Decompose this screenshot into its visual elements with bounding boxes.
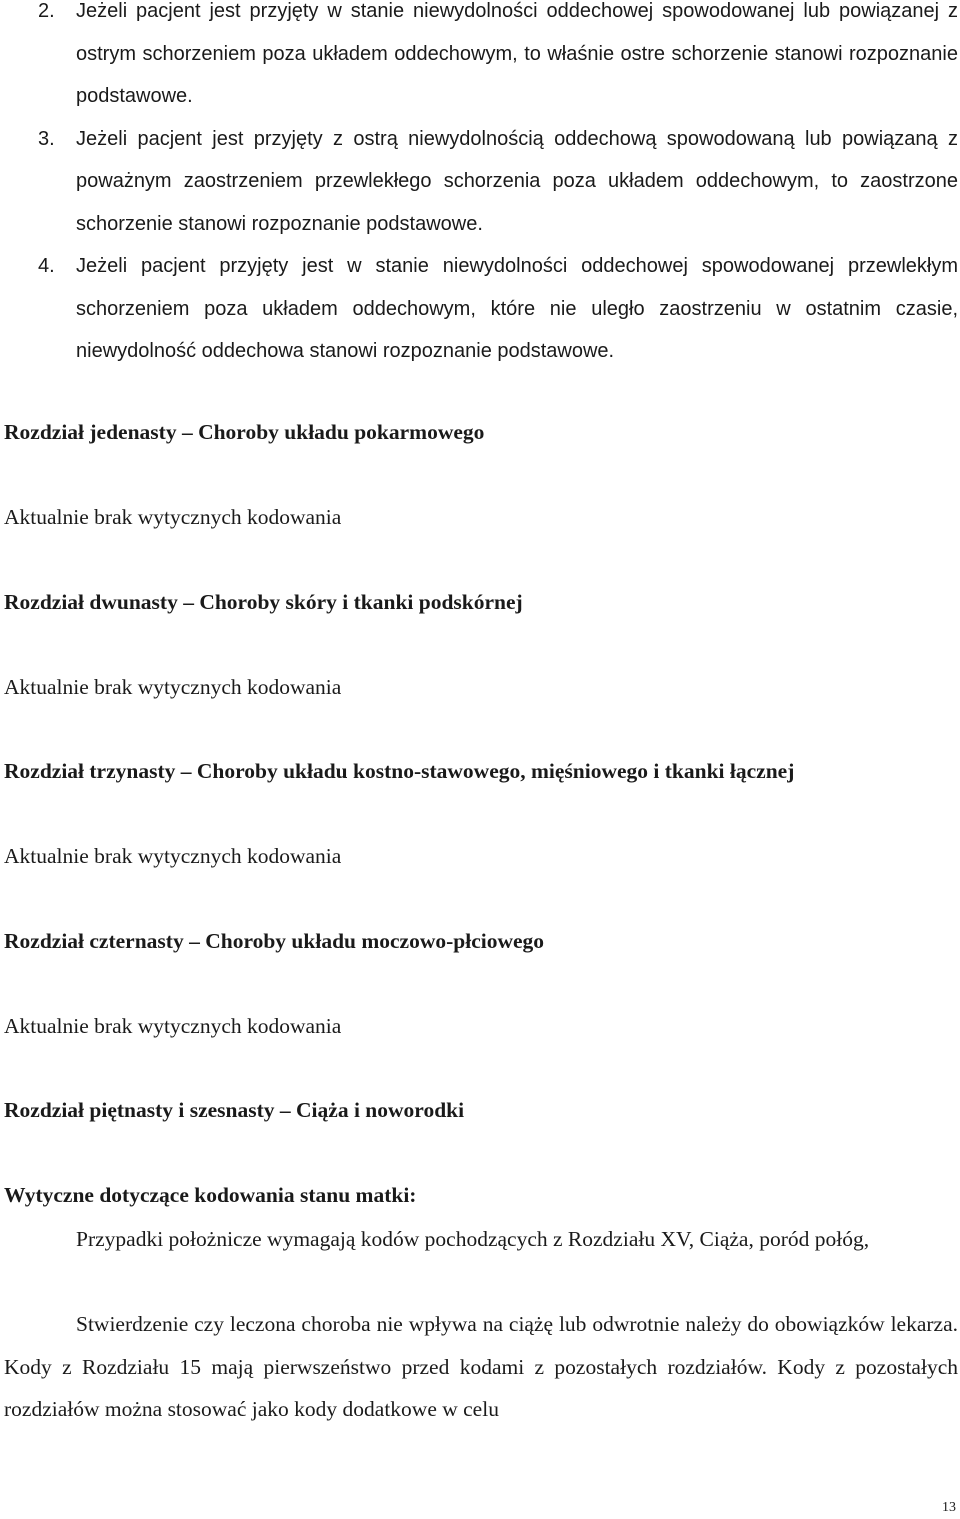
list-item bbox=[38, 118, 958, 246]
section-heading: Rozdział piętnasty i szesnasty – Ciąża i noworodki bbox=[4, 1098, 465, 1122]
list-text: Jeżeli pacjent jest przyjęty w stanie niewydolności oddechowej spowodowanej lub powiązanej z ostrym schorzeniem poza układem oddechowym, to właśnie ostre schorzenie stanowi rozpoznanie podstawowe. bbox=[76, 0, 958, 107]
section-heading: Rozdział jedenasty – Choroby układu pokarmowego bbox=[4, 420, 485, 444]
numbered-list bbox=[0, 0, 958, 373]
page-number: 13 bbox=[942, 1500, 956, 1515]
subheading: Wytyczne dotyczące kodowania stanu matki: bbox=[4, 1183, 417, 1207]
section-heading: Rozdział czternasty – Choroby układu moczowo-płciowego bbox=[4, 929, 545, 953]
paragraph-text: Przypadki położnicze wymagają kodów pochodzących z Rozdziału XV, Ciąża, poród połóg, bbox=[76, 1227, 870, 1251]
section-note: Aktualnie brak wytycznych kodowania bbox=[4, 844, 342, 868]
list-text: Jeżeli pacjent jest przyjęty z ostrą niewydolnością oddechową spowodowaną lub powiązaną z poważnym zaostrzeniem przewlekłego schorzenia poza układem oddechowym, to zaostrzone schorzenie stanowi rozpoznanie podstawowe. bbox=[76, 127, 958, 235]
list-number: 2. bbox=[38, 0, 55, 22]
section-note: Aktualnie brak wytycznych kodowania bbox=[4, 505, 342, 529]
list-item bbox=[38, 245, 958, 373]
list-number: 3. bbox=[38, 127, 55, 150]
list-number: 4. bbox=[38, 255, 55, 277]
paragraph-text: Stwierdzenie czy leczona choroba nie wpływa na ciążę lub odwrotnie należy do obowiązków lekarza. Kody z Rozdziału 15 mają pierwszeństwo przed kodami z pozostałych rozdziałów. Kody z pozostałych rozdziałów można stosować jako kody dodatkowe w celu bbox=[4, 1312, 958, 1421]
section-heading: Rozdział dwunasty – Choroby skóry i tkanki podskórnej bbox=[4, 590, 523, 614]
paragraph bbox=[4, 1303, 958, 1431]
section-note: Aktualnie brak wytycznych kodowania bbox=[4, 675, 342, 699]
section-heading: Rozdział trzynasty – Choroby układu kostno-stawowego, mięśniowego i tkanki łącznej bbox=[4, 759, 795, 783]
list-item bbox=[38, 0, 958, 118]
paragraph bbox=[4, 1218, 958, 1261]
list-text: Jeżeli pacjent przyjęty jest w stanie niewydolności oddechowej spowodowanej przewlekłym schorzeniem poza układem oddechowym, które nie uległo zaostrzeniu w ostatnim czasie, niewydolność oddechowa stanowi rozpoznanie podstawowe. bbox=[76, 255, 958, 362]
section-note: Aktualnie brak wytycznych kodowania bbox=[4, 1014, 342, 1038]
